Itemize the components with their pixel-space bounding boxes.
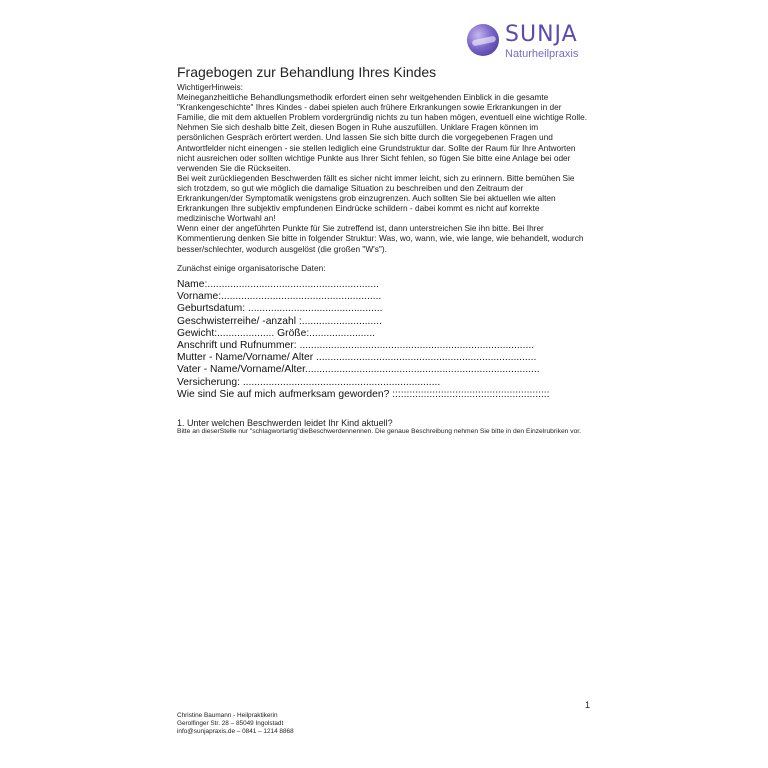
field-referral[interactable]: Wie sind Sie auf mich aufmerksam geworden? ::::::::::::::::::::::::::::::::::::::::::::::::::::::: — [177, 388, 550, 400]
field-geschwisterreihe[interactable]: Geschwisterreihe/ -anzahl :............................ — [177, 315, 382, 327]
field-mutter[interactable]: Mutter - Name/Vorname/ Alter ............................................................................. — [177, 352, 537, 364]
logo-name: SUNJA — [505, 22, 578, 47]
footer-line: info@sunjapraxis.de – 0841 – 1214 8868 — [177, 728, 294, 735]
field-versicherung[interactable]: Versicherung: ..................................................................... — [177, 376, 441, 388]
intro-notice — [177, 82, 587, 254]
footer — [177, 712, 294, 736]
field-gewicht-groesse[interactable]: Gewicht:.................... Größe:....................... — [177, 327, 375, 339]
footer-line: Gerolfinger Str. 28 – 85049 Ingolstadt — [177, 720, 284, 727]
field-anschrift[interactable]: Anschrift und Rufnummer: .................................................................................. — [177, 340, 535, 352]
question-1-note: Bitte an dieserStelle nur "schlagwortartig"dieBeschwerdennennen. Die genaue Beschreibung nehmen Sie bitte in den Einzelrubriken vor. — [177, 428, 582, 435]
field-geburtsdatum[interactable]: Geburtsdatum: ............................................... — [177, 303, 383, 315]
page-title: Fragebogen zur Behandlung Ihres Kindes — [177, 64, 437, 80]
field-vater[interactable]: Vater - Name/Vorname/Alter.................................................................................. — [177, 364, 540, 376]
intro-heading: WichtigerHinweis: — [177, 82, 243, 92]
intro-paragraph: Bei weit zurückliegenden Beschwerden fällt es sicher nicht immer leicht, sich zu erinnern. Bitte bemühen Sie sich trotzdem, so gut wie möglich die damalige Situation zu beschreiben und den Zeitraum der Erkrankungen/der Symptomatik wenigstens grob einzugrenzen. Auch sollten Sie bei aktuellen wie alten Erkrankungen Ihre subjektiv empfundenen Eindrücke schildern - dabei kommt es nicht auf korrekte medizinische Wortwahl an! — [177, 172, 575, 224]
personal-data-fields — [177, 279, 597, 401]
logo-emblem-icon — [467, 24, 499, 56]
logo-subtitle: Naturheilpraxis — [505, 48, 579, 60]
intro-paragraph: Meineganzheitliche Behandlungsmethodik erfordert einen sehr weitgehenden Einblick in die gesamte "Krankengeschichte" Ihres Kindes - dabei spielen auch frühere Erkrankungen sowie Erkrankungen in der Familie, die mit dem aktuellen Problem vordergründig nichts zu tun haben mögen, eventuell eine wichtige Rolle. Nehmen Sie sich deshalb bitte Zeit, diesen Bogen in Ruhe auszufüllen. Unklare Fragen können im persönlichen Gespräch erörtert werden. Und lassen Sie sich bitte durch die vorgegebenen Fragen und Antwortfelder nicht einengen - sie stellen lediglich eine Grundstruktur dar. Sollte der Raum für Ihre Antworten nicht ausreichen oder sollten wichtige Punkte aus Ihrer Sicht fehlen, so fügen Sie bitte eine Anlage bei oder verwenden Sie die Rückseiten. — [177, 92, 587, 173]
practice-logo — [467, 24, 587, 64]
orga-heading: Zunächst einige organisatorische Daten: — [177, 263, 326, 273]
footer-line: Christine Baumann - Heilpraktikerin — [177, 712, 278, 719]
field-vorname[interactable]: Vorname:........................................................ — [177, 291, 382, 303]
question-1-label: 1. Unter welchen Beschwerden leidet Ihr Kind aktuell? — [177, 418, 393, 428]
intro-paragraph: Wenn einer der angeführten Punkte für Sie zutreffend ist, dann unterstreichen Sie ihn bitte. Bei Ihrer Kommentierung denken Sie bitte in folgender Struktur: Was, wo, wann, wie, wie lange, wie behandelt, wodurch besser/schlechter, wodurch ausgelöst (die großen "W's"). — [177, 223, 584, 254]
field-name[interactable]: Name:............................................................ — [177, 279, 379, 290]
page-number: 1 — [585, 700, 591, 710]
